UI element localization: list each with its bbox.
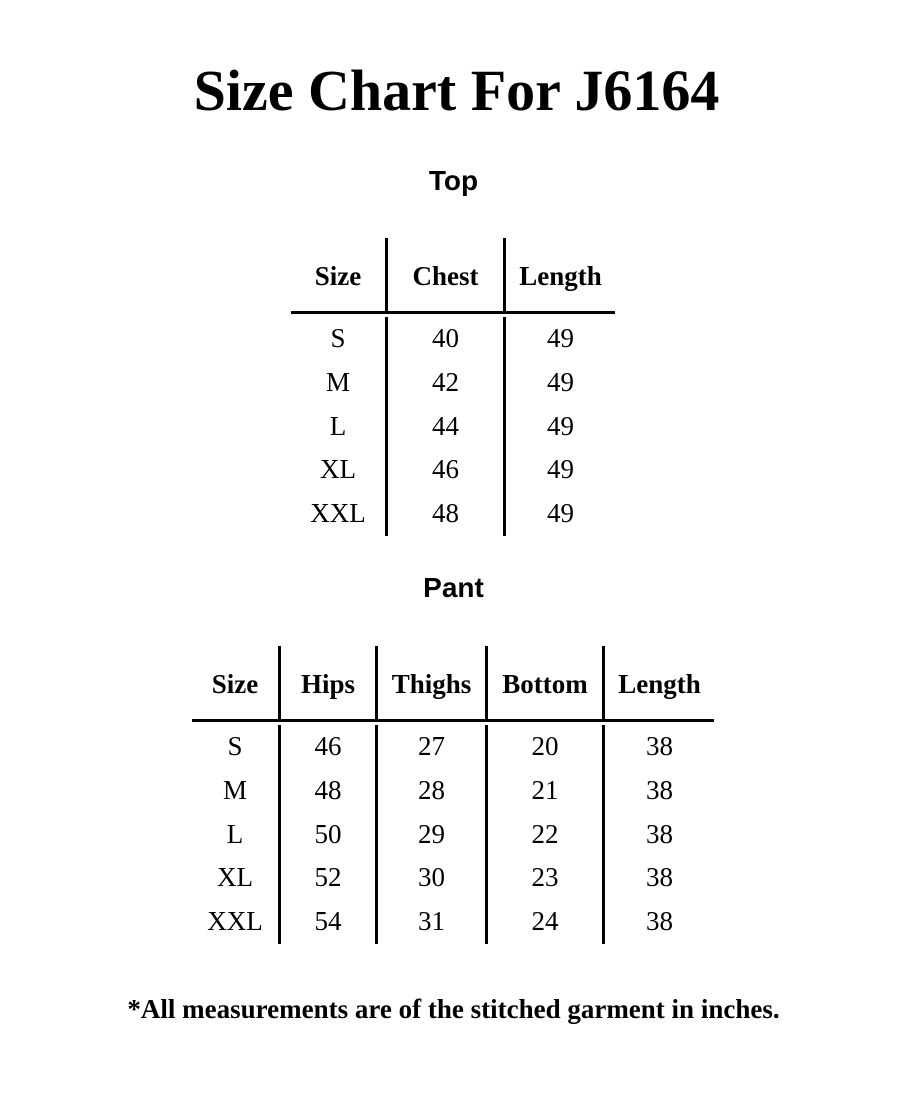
page-title: Size Chart For J6164 [193, 58, 720, 123]
cell-thighs: 28 [375, 769, 485, 813]
cell-bottom: 20 [485, 725, 602, 769]
top-size-table [291, 238, 615, 536]
cell-bottom: 23 [485, 856, 602, 900]
cell-length: 49 [503, 405, 615, 449]
table-body [291, 314, 615, 536]
cell-size: XXL [207, 906, 263, 937]
cell-hips: 52 [278, 856, 375, 900]
cell-length: 38 [602, 813, 714, 857]
header-size: Size [211, 669, 259, 699]
measurement-footnote: *All measurements are of the stitched garment in inches. [127, 994, 780, 1024]
cell-length: 49 [503, 448, 615, 492]
cell-hips: 46 [278, 725, 375, 769]
table-row [192, 725, 714, 769]
cell-bottom: 24 [485, 900, 602, 944]
header-hips: Hips [278, 646, 375, 719]
cell-size: S [330, 323, 346, 353]
cell-length: 38 [602, 725, 714, 769]
header-size: Size [314, 261, 362, 291]
table-row [291, 448, 615, 492]
cell-size: L [226, 818, 244, 849]
cell-chest: 46 [385, 448, 503, 492]
cell-length: 38 [602, 900, 714, 944]
pant-size-table [192, 646, 714, 944]
table-header-row [192, 646, 714, 722]
table-row [192, 856, 714, 900]
header-chest: Chest [385, 238, 503, 311]
cell-thighs: 29 [375, 813, 485, 857]
header-length: Length [503, 238, 615, 311]
header-length: Length [602, 646, 714, 719]
cell-hips: 54 [278, 900, 375, 944]
cell-chest: 40 [385, 317, 503, 361]
cell-size: M [222, 774, 247, 805]
cell-size: M [325, 366, 350, 397]
cell-length: 38 [602, 769, 714, 813]
table-row [192, 900, 714, 944]
cell-hips: 50 [278, 813, 375, 857]
table-row [291, 405, 615, 449]
cell-size: XL [217, 862, 253, 893]
top-section-title: Top [428, 165, 479, 196]
table-body [192, 722, 714, 944]
cell-thighs: 30 [375, 856, 485, 900]
table-row [291, 317, 615, 361]
cell-size: XXL [310, 498, 366, 529]
cell-bottom: 21 [485, 769, 602, 813]
header-bottom: Bottom [485, 646, 602, 719]
cell-length: 49 [503, 492, 615, 536]
cell-chest: 44 [385, 405, 503, 449]
cell-length: 38 [602, 856, 714, 900]
cell-length: 49 [503, 361, 615, 405]
pant-section-title: Pant [423, 572, 484, 603]
cell-chest: 48 [385, 492, 503, 536]
table-row [192, 769, 714, 813]
cell-length: 49 [503, 317, 615, 361]
cell-size: L [329, 410, 347, 441]
header-thighs: Thighs [375, 646, 485, 719]
table-header-row [291, 238, 615, 314]
cell-bottom: 22 [485, 813, 602, 857]
table-row [192, 813, 714, 857]
cell-size: XL [320, 454, 356, 485]
table-row [291, 361, 615, 405]
cell-thighs: 27 [375, 725, 485, 769]
table-row [291, 492, 615, 536]
cell-hips: 48 [278, 769, 375, 813]
cell-chest: 42 [385, 361, 503, 405]
cell-thighs: 31 [375, 900, 485, 944]
cell-size: S [227, 731, 243, 761]
